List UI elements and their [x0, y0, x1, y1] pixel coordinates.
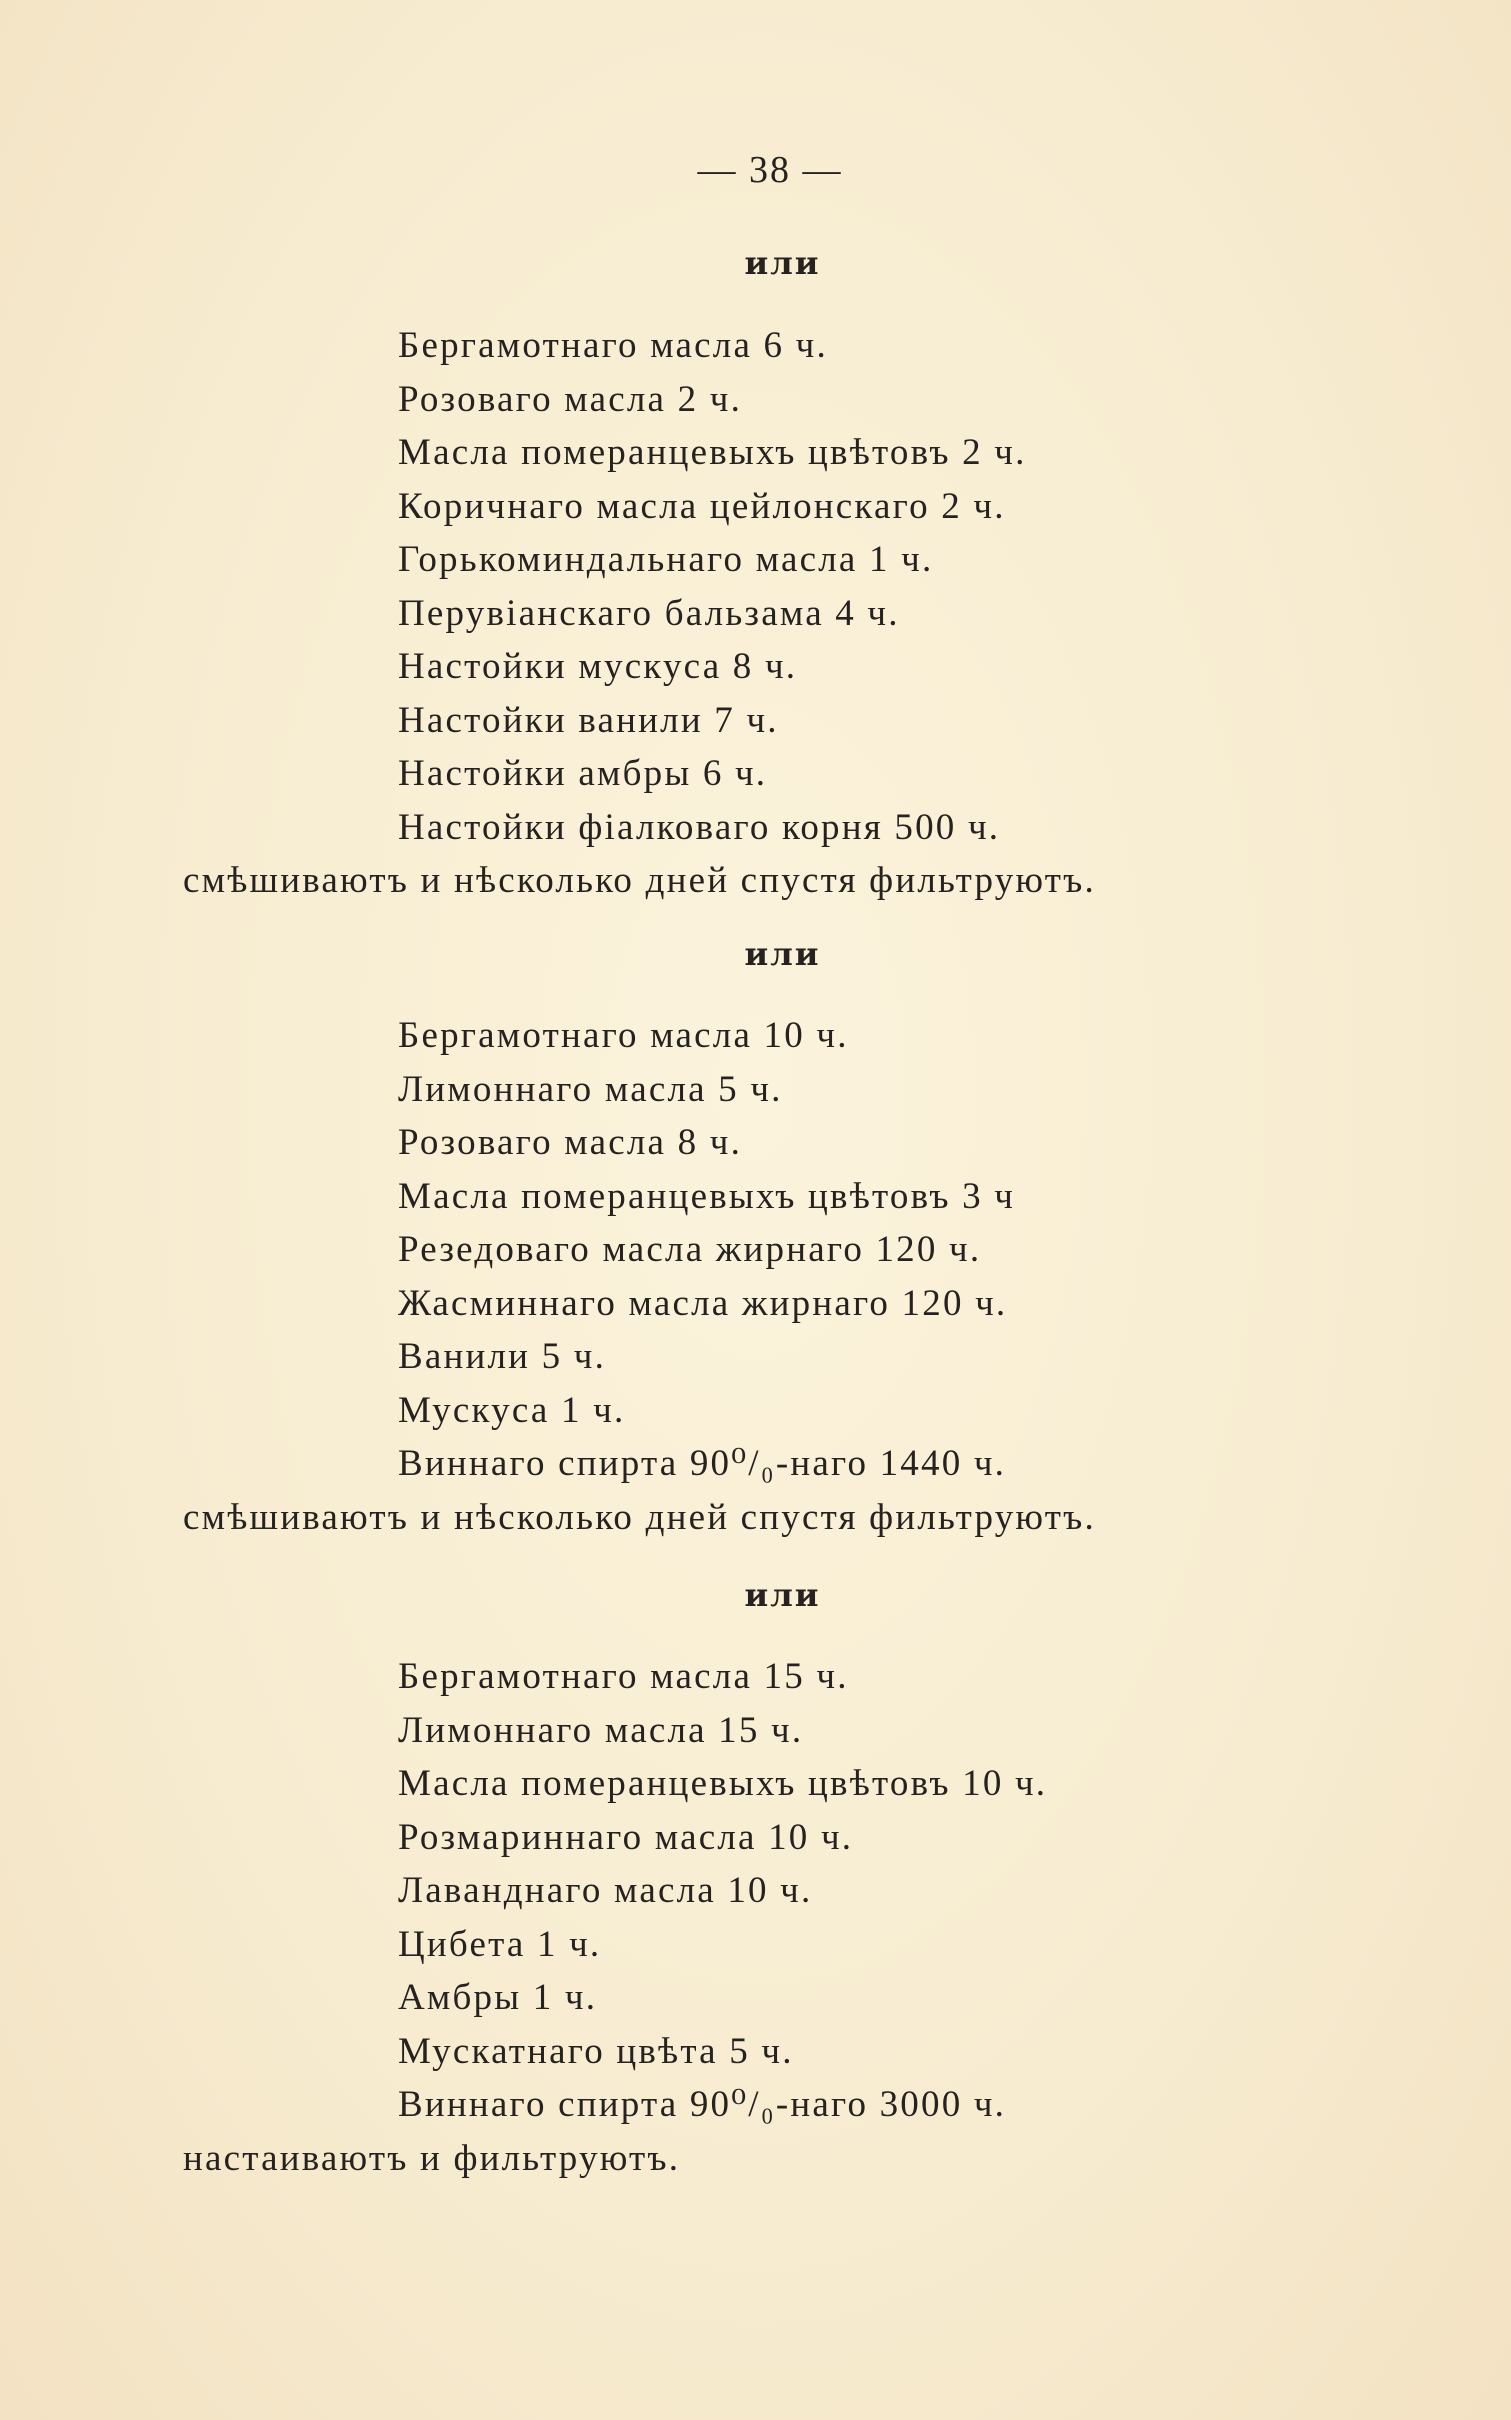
recipe-instruction: настаиваютъ и фильтруютъ.	[183, 2137, 681, 2179]
recipe-item: Перувіанскаго бальзама 4 ч.	[398, 592, 900, 634]
recipe-item: Мускуса 1 ч.	[398, 1389, 626, 1431]
recipe-item: Настойки фіалковаго корня 500 ч.	[398, 806, 1001, 848]
recipe-item: Розмариннаго масла 10 ч.	[398, 1816, 854, 1858]
section-heading: или	[744, 244, 821, 282]
recipe-item: Масла померанцевыхъ цвѣтовъ 2 ч.	[398, 432, 1027, 473]
recipe-item: Розоваго масла 8 ч.	[398, 1122, 743, 1163]
recipe-item: Лимоннаго масла 15 ч.	[398, 1709, 804, 1751]
recipe-instruction: смѣшиваютъ и нѣсколько дней спустя фильтруютъ.	[183, 860, 1096, 901]
recipe-list	[0, 319, 1511, 908]
section-heading: или	[744, 1576, 821, 1614]
recipe-item: Бергамотнаго масла 15 ч.	[398, 1656, 849, 1697]
recipe-list	[0, 1009, 1511, 1544]
recipe-item: Коричнаго масла цейлонскаго 2 ч.	[398, 485, 1006, 527]
recipe-item: Розоваго масла 2 ч.	[398, 378, 743, 420]
recipe-item: Жасминнаго масла жирнаго 120 ч.	[398, 1282, 1008, 1324]
recipe-item: Виннаго спирта 90⁰/₀-наго 3000 ч.	[398, 2084, 1007, 2125]
recipe-item: Масла померанцевыхъ цвѣтовъ 3 ч	[398, 1175, 1016, 1217]
recipe-item: Масла померанцевыхъ цвѣтовъ 10 ч.	[398, 1763, 1048, 1804]
recipe-item: Мускатнаго цвѣта 5 ч.	[398, 2030, 794, 2072]
recipe-item: Лимоннаго масла 5 ч.	[398, 1068, 783, 1110]
recipe-item: Настойки амбры 6 ч.	[398, 753, 768, 794]
page-number: — 38 —	[697, 149, 843, 191]
recipe-list	[0, 1650, 1511, 2185]
recipe-item: Виннаго спирта 90⁰/₀-наго 1440 ч.	[398, 1443, 1007, 1484]
recipe-item: Настойки ванили 7 ч.	[398, 699, 779, 741]
recipe-item: Амбры 1 ч.	[398, 1977, 598, 2018]
recipe-instruction: смѣшиваютъ и нѣсколько дней спустя фильтруютъ.	[183, 1496, 1096, 1538]
recipe-item: Бергамотнаго масла 10 ч.	[398, 1015, 849, 1056]
recipe-item: Лаванднаго масла 10 ч.	[398, 1870, 813, 1911]
recipe-item: Цибета 1 ч.	[398, 1923, 602, 1965]
section-heading: или	[744, 935, 821, 973]
recipe-item: Горькоминдальнаго масла 1 ч.	[398, 539, 934, 580]
recipe-item: Резедоваго масла жирнаго 120 ч.	[398, 1229, 982, 1270]
recipe-item: Бергамотнаго масла 6 ч.	[398, 325, 828, 366]
recipe-item: Настойки мускуса 8 ч.	[398, 646, 798, 687]
recipe-item: Ванили 5 ч.	[398, 1336, 607, 1377]
